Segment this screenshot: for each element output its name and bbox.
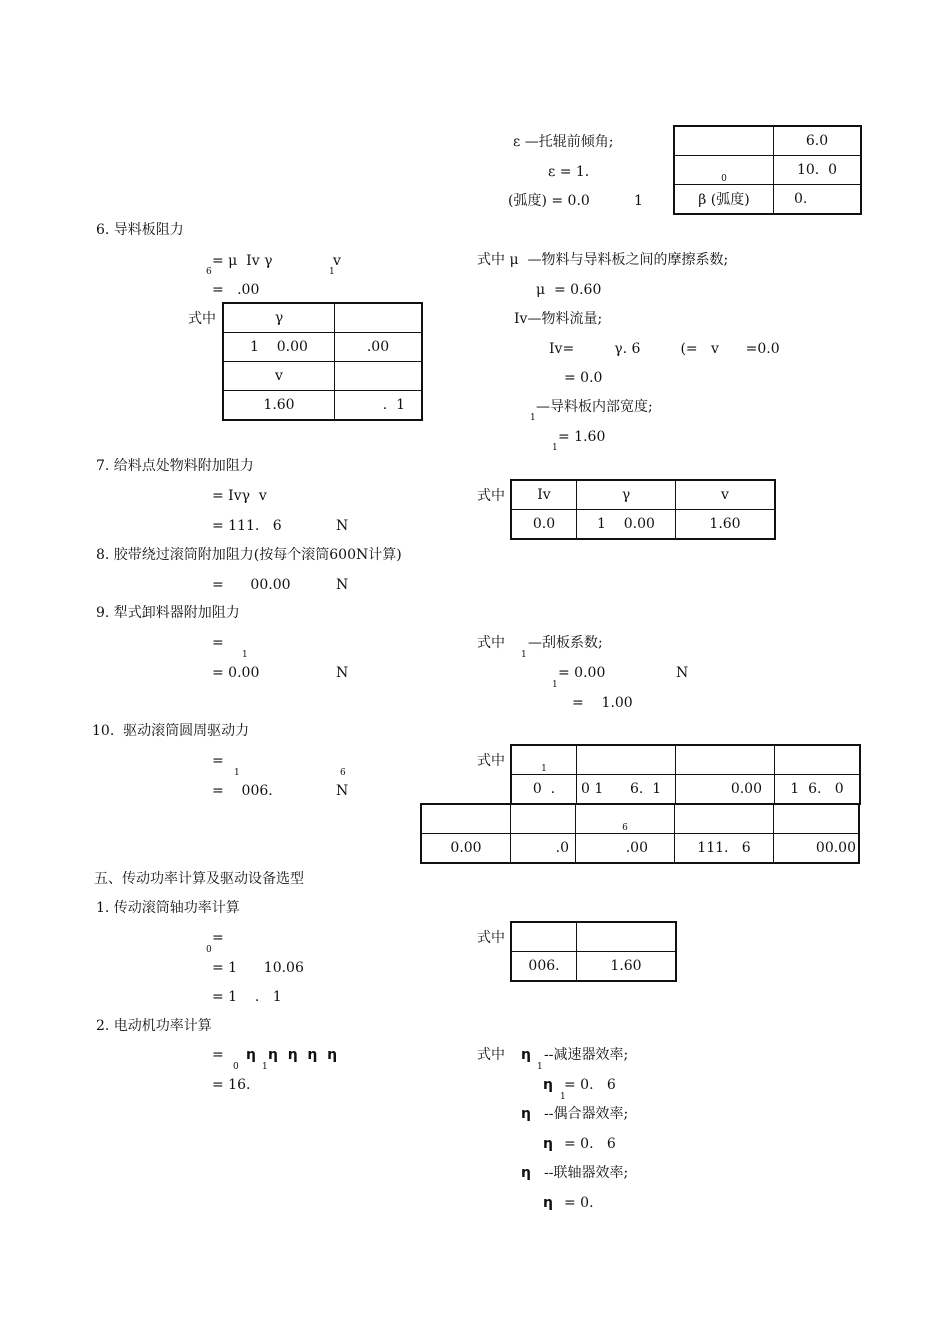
sec10-table-cell: 0.00 xyxy=(421,834,511,864)
sec10-heading: 10. 驱动滚筒圆周驱动力 xyxy=(92,723,250,739)
sec6-shizhong: 式中 xyxy=(188,311,216,327)
eta-sub: 1 xyxy=(537,1062,543,1072)
motor-formula-sub: 1 xyxy=(262,1062,268,1072)
sec10-table-cell: 6 xyxy=(576,804,675,834)
eta-sub: 1 xyxy=(560,1092,566,1102)
sec5-sub2-heading: 2. 电动机功率计算 xyxy=(96,1018,212,1034)
eta-symbol: η xyxy=(521,1106,531,1122)
sec9-coef-value: = 0.00 xyxy=(558,665,606,681)
sec6-table-cell xyxy=(335,362,423,391)
sec10-table-cell: 0 1 6. 1 xyxy=(577,775,676,805)
eta3-value: = 0. xyxy=(564,1195,594,1211)
sec7-table-cell: γ xyxy=(577,480,676,510)
eta3-definition: --联轴器效率; xyxy=(544,1165,629,1181)
sec10-table-cell xyxy=(421,804,511,834)
sec6-table-cell: v xyxy=(223,362,335,391)
sec9-value-2: = 1.00 xyxy=(572,695,633,711)
eta2-value: = 0. 6 xyxy=(564,1136,616,1152)
eta-symbol: η xyxy=(543,1136,553,1152)
sec7-shizhong: 式中 xyxy=(477,488,505,504)
sec6-formula: = μ Iv γ xyxy=(212,253,273,269)
motor-formula-eta: η xyxy=(246,1047,256,1063)
sec10-table-cell xyxy=(775,745,861,775)
sec6-heading: 6. 导料板阻力 xyxy=(96,222,184,238)
sec5-p0-line3: = 1 . 1 xyxy=(212,989,282,1005)
sec10-table-cell xyxy=(675,804,774,834)
sec7-table xyxy=(510,479,776,540)
sec5-table-cell: 006. xyxy=(511,952,577,982)
sec6-iv-definition: Iv—物料流量; xyxy=(514,311,603,327)
sec6-b1-definition: —导料板内部宽度; xyxy=(536,399,653,415)
sec5-shizhong: 式中 xyxy=(477,930,505,946)
sec9-sub: 1 xyxy=(552,680,558,690)
sec5-p0-sub: 0 xyxy=(206,945,212,955)
sec7-table-cell: 1 0.00 xyxy=(577,510,676,540)
sec10-table-cell xyxy=(511,804,576,834)
sec6-table-cell: γ xyxy=(223,303,335,333)
sec9-coef-definition: —刮板系数; xyxy=(528,635,603,651)
epsilon-radian-suffix: 1 xyxy=(634,193,643,209)
sec6-result: = .00 xyxy=(212,282,260,298)
epsilon-radian: (弧度) = 0.0 xyxy=(508,193,590,209)
motor-formula-sub: 0 xyxy=(233,1062,239,1072)
eta-symbol: η xyxy=(521,1165,531,1181)
sec6-iv-value: = 0.0 xyxy=(564,370,603,386)
motor-result: = 16. xyxy=(212,1077,251,1093)
sec6-b1-value: = 1.60 xyxy=(558,429,606,445)
sec10-formula: = xyxy=(212,753,224,769)
sec7-heading: 7. 给料点处物料附加阻力 xyxy=(96,458,254,474)
sec10-table-cell: 1 6. 0 xyxy=(775,775,861,805)
sec8-unit: N xyxy=(336,577,349,593)
sec8-heading: 8. 胶带绕过滚筒附加阻力(按每个滚筒600N计算) xyxy=(96,547,402,563)
sec5-table xyxy=(510,921,677,982)
sec10-table-cell: 0 . xyxy=(511,775,577,805)
sec9-shizhong: 式中 xyxy=(477,635,505,651)
epsilon-definition: ε —托辊前倾角; xyxy=(513,134,614,150)
sec7-table-cell: 1.60 xyxy=(676,510,776,540)
sec6-table-cell: 1.60 xyxy=(223,391,335,421)
epsilon-value: ε = 1. xyxy=(548,164,590,180)
sec6-table-cell: .00 xyxy=(335,333,423,362)
sec6-b1-sub: 1 xyxy=(530,413,536,423)
sec10-table-cell: 1 xyxy=(511,745,577,775)
eta1-value: = 0. 6 xyxy=(564,1077,616,1093)
eta-symbol: η xyxy=(543,1077,553,1093)
epsilon-table-cell: β (弧度) xyxy=(674,185,774,215)
eta-symbol: η xyxy=(543,1195,553,1211)
sec9-unit: N xyxy=(336,665,349,681)
sec5-sub1-heading: 1. 传动滚筒轴功率计算 xyxy=(96,900,240,916)
sec7-result: = 111. 6 xyxy=(212,518,282,534)
epsilon-table-cell: 0. xyxy=(774,185,862,215)
sec7-table-cell: v xyxy=(676,480,776,510)
epsilon-table-cell: 0 xyxy=(674,156,774,185)
motor-formula-etas: η η η η xyxy=(268,1047,338,1063)
sec5-heading: 五、传动功率计算及驱动设备选型 xyxy=(94,871,304,887)
sec7-unit: N xyxy=(336,518,349,534)
sec10-table-cell xyxy=(774,804,860,834)
sec10-table-cell xyxy=(676,745,775,775)
sec10-table-cell xyxy=(577,745,676,775)
sec10-table-cell: 0.00 xyxy=(676,775,775,805)
sec8-result: = 00.00 xyxy=(212,577,291,593)
sec10-formula-sub: 6 xyxy=(340,768,346,778)
sec5-p0-line2: = 1 10.06 xyxy=(212,960,304,976)
epsilon-table-cell xyxy=(674,126,774,156)
eta2-definition: --偶合器效率; xyxy=(544,1106,629,1122)
sec9-heading: 9. 犁式卸料器附加阻力 xyxy=(96,605,240,621)
eta-symbol: η xyxy=(521,1047,531,1063)
epsilon-table xyxy=(673,125,862,215)
sec10-shizhong: 式中 xyxy=(477,753,505,769)
sec9-formula-sub: 1 xyxy=(242,650,248,660)
sec6-formula-sub: 1 xyxy=(329,267,335,277)
motor-formula-eq: = xyxy=(212,1047,224,1063)
sec7-table-cell: 0.0 xyxy=(511,510,577,540)
motor-shizhong: 式中 xyxy=(477,1047,505,1063)
sec6-b1-sub: 1 xyxy=(552,443,558,453)
sec10-unit: N xyxy=(336,783,349,799)
sec10-table-cell: .0 xyxy=(511,834,576,864)
sec5-table-cell xyxy=(511,922,577,952)
sec10-table-cell: 00.00 xyxy=(774,834,860,864)
sec10-formula-sub: 1 xyxy=(234,768,240,778)
sec6-table-cell: . 1 xyxy=(335,391,423,421)
sec9-sub: 1 xyxy=(521,650,527,660)
sec6-table xyxy=(222,302,423,421)
sec7-table-cell: Iv xyxy=(511,480,577,510)
sec5-table-cell xyxy=(577,922,677,952)
sec9-coef-unit: N xyxy=(676,665,689,681)
sec6-table-cell: 1 0.00 xyxy=(223,333,335,362)
sec6-formula-v: v xyxy=(333,253,341,269)
sec10-result: = 006. xyxy=(212,783,273,799)
sec5-table-cell: 1.60 xyxy=(577,952,677,982)
epsilon-table-cell: 10. 0 xyxy=(774,156,862,185)
eta1-definition: --减速器效率; xyxy=(544,1047,629,1063)
sec6-iv-equation: Iv= γ. 6 (= v =0.0 xyxy=(549,341,780,357)
sec9-result: = 0.00 xyxy=(212,665,260,681)
sec6-formula-sub: 6 xyxy=(206,267,212,277)
sec5-p0-eq: = xyxy=(212,930,224,946)
sec10-table-top xyxy=(510,744,861,805)
sec10-table-bottom xyxy=(420,803,860,864)
sec9-formula: = xyxy=(212,635,224,651)
sec6-mu-definition: 式中 μ —物料与导料板之间的摩擦系数; xyxy=(477,252,729,268)
sec10-table-cell: .00 xyxy=(576,834,675,864)
sec7-formula: = Ivγ v xyxy=(212,488,267,504)
epsilon-table-cell: 6.0 xyxy=(774,126,862,156)
sec6-table-cell xyxy=(335,303,423,333)
sec10-table-cell: 111. 6 xyxy=(675,834,774,864)
sec6-mu-value: μ = 0.60 xyxy=(536,282,602,298)
